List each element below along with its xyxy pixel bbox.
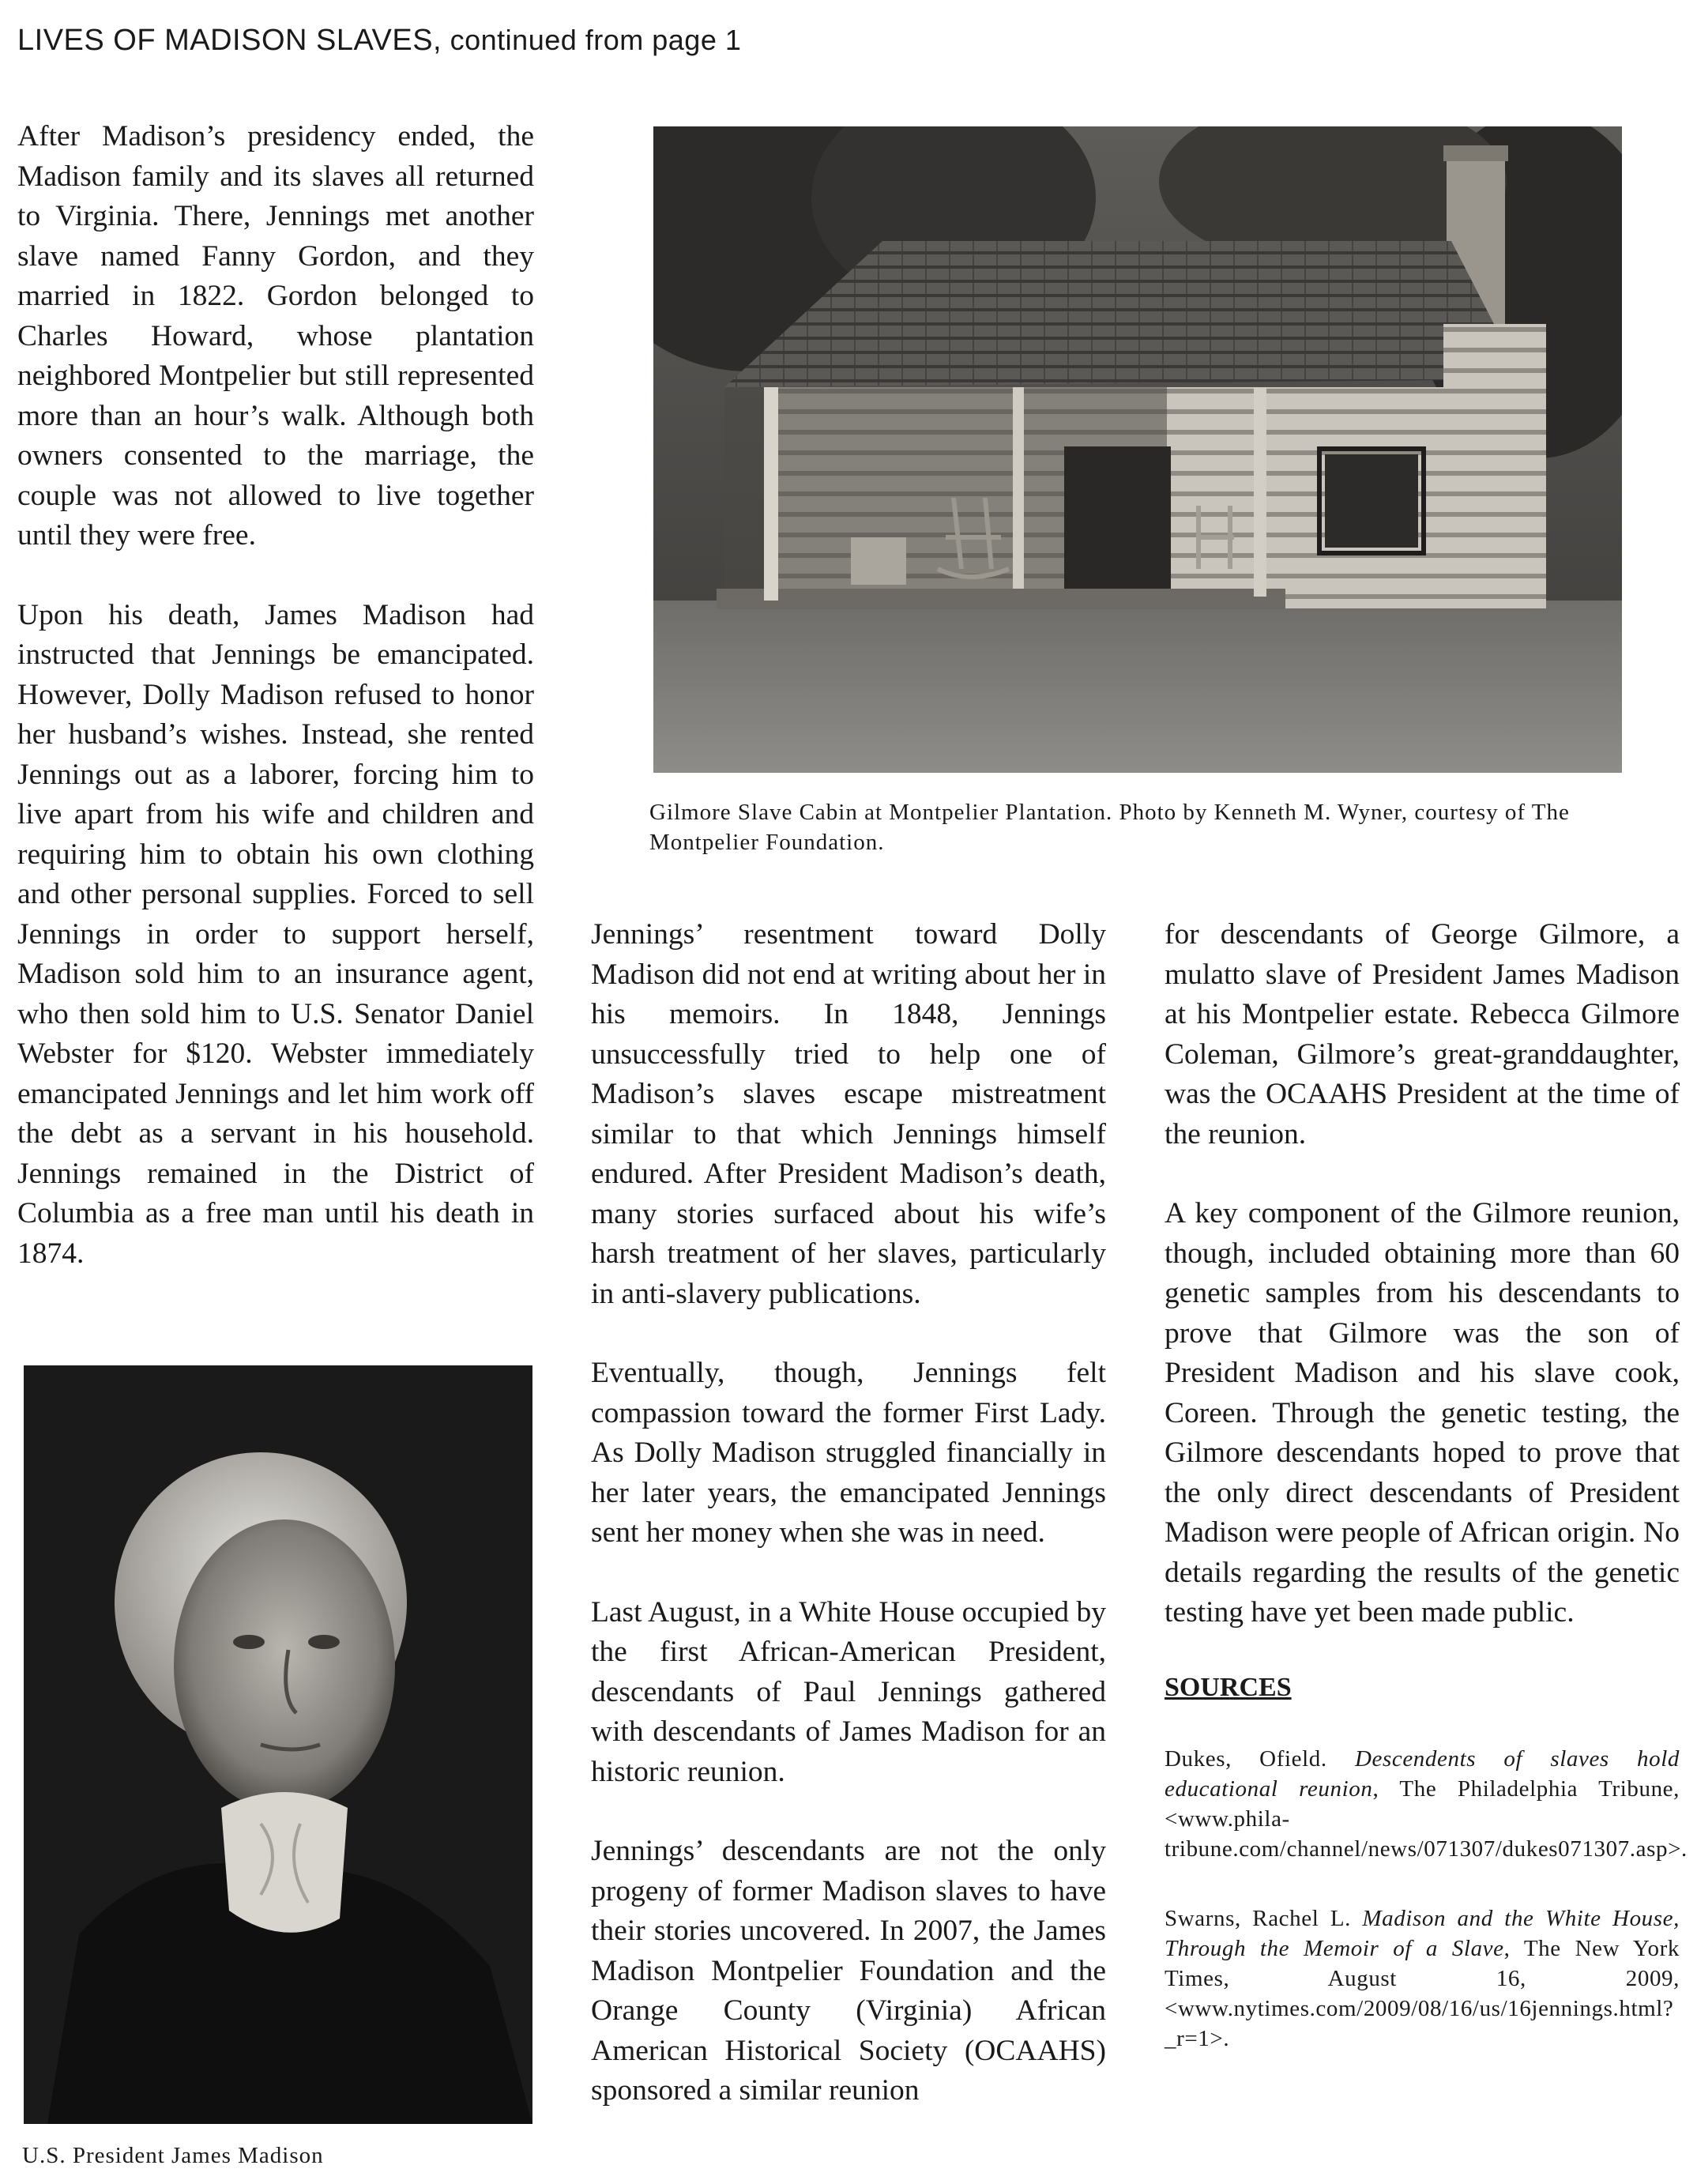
source-author: Swarns, Rachel L. xyxy=(1165,1905,1363,1931)
cabin-photo xyxy=(653,126,1622,773)
source-entry xyxy=(1165,1744,1688,1864)
left-column xyxy=(17,117,534,1313)
body-paragraph: Jennings’ descendants are not the only progeny of former Madison slaves to have their stories uncovered. In 2007, the James Madison Montpelier Foundation and the Orange County (Virginia) African American Historical Society (OCAAHS) sponsored a similar reunion xyxy=(591,1835,1106,2107)
running-head-continuation: continued from page 1 xyxy=(442,24,742,56)
running-head-title: LIVES OF MADISON SLAVES, xyxy=(17,24,442,57)
running-head xyxy=(17,24,741,58)
source-title: Descendents of slaves hold educational reunion xyxy=(1165,1745,1680,1802)
source-entry xyxy=(1165,1903,1680,2054)
sources-section xyxy=(1165,1671,1688,2054)
cabin-illustration xyxy=(653,126,1622,773)
body-paragraph: After Madison’s presidency ended, the Madison family and its slaves all returned to Virginia. There, Jennings met another slave named Fanny Gordon, and they married in 1822. Gordon belonged to Charles Howard, whose plantation neighbored Montpelier but still represented more than an hour’s walk. Although both owners consented to the marriage, the couple was not allowed to live together until they were free. xyxy=(17,120,534,552)
body-paragraph: Last August, in a White House occupied by the first African-American President, descendants of Paul Jennings gathered with descendants of James Madison for an historic reunion. xyxy=(591,1595,1106,1788)
source-title: Madison and the White House, Through the Memoir of a Slave xyxy=(1165,1905,1680,1961)
body-paragraph: A key component of the Gilmore reunion, though, included obtaining more than 60 genetic samples from his descendants to prove that Gilmore was the son of President Madison and his slave cook, Coreen. Through the genetic testing, the Gilmore descendants hoped to prove that the only direct descendants of President Madison were people of African origin. No details regarding the results of the genetic testing have yet been made public. xyxy=(1165,1197,1680,1629)
source-author: Dukes, Ofield. xyxy=(1165,1745,1355,1772)
body-paragraph: Upon his death, James Madison had instructed that Jennings be emancipated. However, Dolly Madison refused to honor her husband’s wishes. Instead, she rented Jennings out as a laborer, forcing him to live apart from his wife and children and requiring him to obtain his own clothing and other personal supplies. Forced to sell Jennings in order to support herself, Madison sold him to an insurance agent, who then sold him to U.S. Senator Daniel Webster for $120. Webster immediately emancipated Jennings and let him work off the debt as a servant in his household. Jennings remained in the District of Columbia as a free man until his death in 1874. xyxy=(17,598,534,1270)
source-details: , The Philadelphia Tribune, <www.phila-tribune.com/channel/news/071307/dukes071307.asp>. xyxy=(1165,1775,1688,1862)
portrait-photo xyxy=(24,1365,532,2124)
source-details: , The New York Times, August 16, 2009, <www.nytimes.com/2009/08/16/us/16jennings.html?_r=1>. xyxy=(1165,1935,1680,2051)
sources-heading: SOURCES xyxy=(1165,1672,1292,1702)
right-column xyxy=(1165,915,1688,2093)
body-paragraph: Eventually, though, Jennings felt compassion toward the former First Lady. As Dolly Madison struggled financially in her later years, the emancipated Jennings sent her money when she was in need. xyxy=(591,1357,1106,1549)
body-paragraph: Jennings’ resentment toward Dolly Madison did not end at writing about her in his memoirs. In 1848, Jennings unsuccessfully tried to help one of Madison’s slaves escape mistreatment similar to that which Jennings himself endured. After President Madison’s death, many stories surfaced about his wife’s harsh treatment of her slaves, particularly in anti-slavery publications. xyxy=(591,918,1106,1310)
middle-column xyxy=(591,915,1106,2151)
madison-portrait-illustration xyxy=(24,1365,532,2124)
portrait-photo-caption: U.S. President James Madison xyxy=(22,2143,324,2168)
body-paragraph: for descendants of George Gilmore, a mulatto slave of President James Madison at his Montpelier estate. Rebecca Gilmore Coleman, Gilmore’s great-granddaughter, was the OCAAHS President at the time of the reunion. xyxy=(1165,918,1680,1150)
cabin-photo-caption: Gilmore Slave Cabin at Montpelier Plantation. Photo by Kenneth M. Wyner, courtesy of The Montpelier Foundation. xyxy=(649,800,1570,855)
